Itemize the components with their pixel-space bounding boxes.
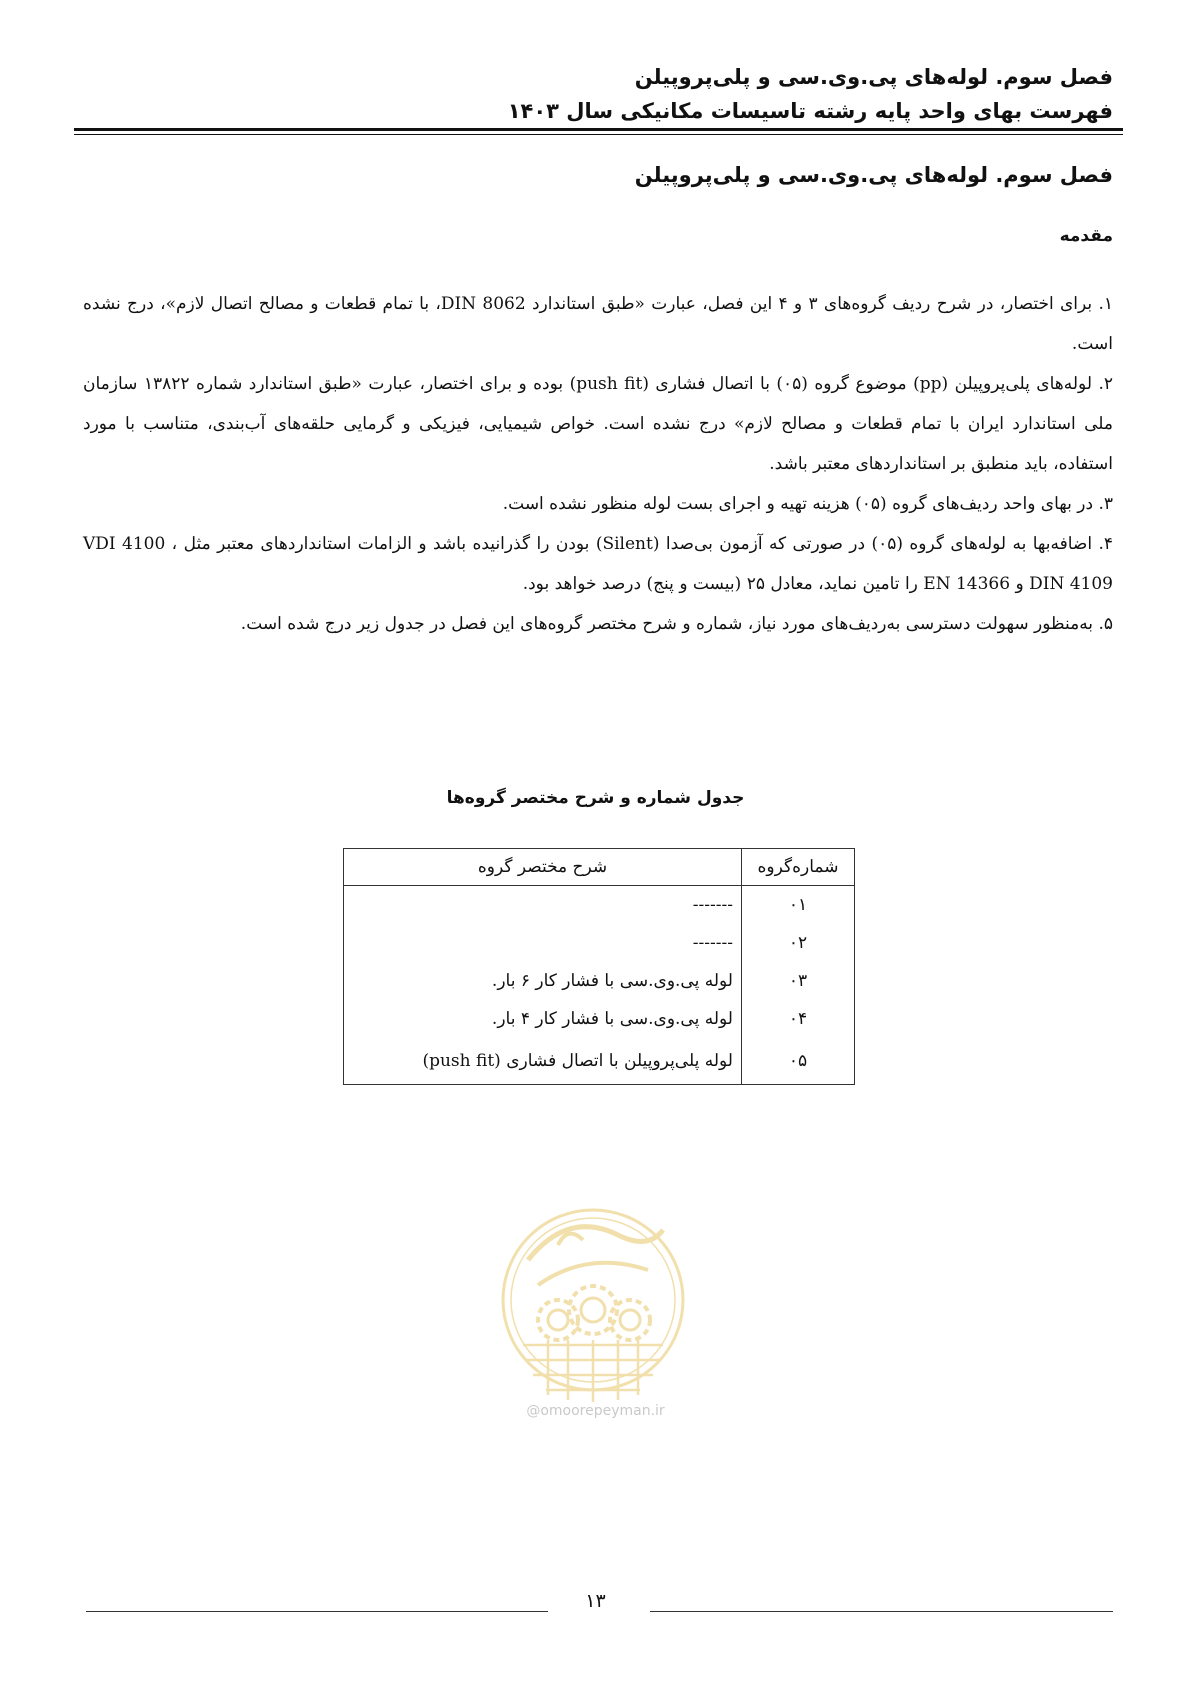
watermark-caption: @omoorepeyman.ir xyxy=(526,1403,665,1419)
paragraph-5: ۵. به‌منظور سهولت دسترسی به‌ردیف‌های مورد نیاز، شماره و شرح مختصر گروه‌های این فصل در جدول زیر درج شده است. xyxy=(240,614,1113,634)
watermark-logo xyxy=(498,1190,688,1410)
intro-body xyxy=(83,284,1113,644)
chapter-title: فصل سوم. لوله‌های پی.وی.سی و پلی‌پروپیلن xyxy=(634,163,1113,187)
table-row xyxy=(344,1000,855,1038)
group-number-cell: ۰۲ xyxy=(742,924,855,962)
paragraph-2: ۲. لوله‌های پلی‌پروپیلن (pp) موضوع گروه (۰۵) با اتصال فشاری (push fit) بوده و برای اختصار، عبارت «طبق استاندارد شماره ۱۳۸۲۲ سازمان ملی استاندارد ایران با تمام قطعات و مصالح لازم» درج نشده است. خواص شیمیایی، فیزیکی و گرمایی حلقه‌های آب‌بندی، متناسب با مورد استفاده، باید منطبق بر استانداردهای معتبر باشد. xyxy=(83,374,1114,474)
header-document-line: فهرست بهای واحد پایه رشته تاسیسات مکانیکی سال ۱۴۰۳ xyxy=(507,99,1113,123)
header-rule-thin xyxy=(74,134,1123,135)
table-row xyxy=(344,962,855,1000)
page-number: ۱۳ xyxy=(585,1590,606,1612)
column-header-number: شماره‌گروه xyxy=(742,849,855,886)
group-description-cell: لوله پی.وی.سی با فشار کار ۶ بار. xyxy=(344,962,742,1000)
group-description-cell: لوله پی.وی.سی با فشار کار ۴ بار. xyxy=(344,1000,742,1038)
group-number-cell: ۰۴ xyxy=(742,1000,855,1038)
page-header xyxy=(73,60,1113,128)
column-header-description: شرح مختصر گروه xyxy=(344,849,742,886)
group-number-cell: ۰۳ xyxy=(742,962,855,1000)
group-description-cell: لوله پلی‌پروپیلن با اتصال فشاری (push fit) xyxy=(344,1038,742,1085)
group-description-cell: ------- xyxy=(344,886,742,925)
paragraph-4: ۴. اضافه‌بها به لوله‌های گروه (۰۵) در صورتی که آزمون بی‌صدا (Silent) بودن را گذرانیده باشد و الزامات استانداردهای معتبر مثل VDI 4100 ، DIN 4109 و EN 14366 را تامین نماید، معادل ۲۵ (بیست و پنج) درصد خواهد بود. xyxy=(83,534,1113,594)
group-number-cell: ۰۱ xyxy=(742,886,855,925)
paragraph-3: ۳. در بهای واحد ردیف‌های گروه (۰۵) هزینه تهیه و اجرای بست لوله منظور نشده است. xyxy=(502,494,1113,514)
paragraph-1: ۱. برای اختصار، در شرح ردیف گروه‌های ۳ و ۴ این فصل، عبارت «طبق استاندارد DIN 8062، با تمام قطعات و مصالح اتصال لازم»، درج نشده است. xyxy=(83,294,1113,354)
group-number-cell: ۰۵ xyxy=(742,1038,855,1085)
table-row xyxy=(344,886,855,925)
groups-table xyxy=(343,848,855,1085)
group-description-cell: ------- xyxy=(344,924,742,962)
table-caption: جدول شماره و شرح مختصر گروه‌ها xyxy=(446,788,745,808)
intro-heading: مقدمه xyxy=(1059,226,1113,246)
table-header-row xyxy=(344,849,855,886)
header-rule-thick xyxy=(74,128,1123,131)
table-row xyxy=(344,1038,855,1085)
header-chapter-line: فصل سوم. لوله‌های پی.وی.سی و پلی‌پروپیلن xyxy=(634,65,1113,89)
table-row xyxy=(344,924,855,962)
